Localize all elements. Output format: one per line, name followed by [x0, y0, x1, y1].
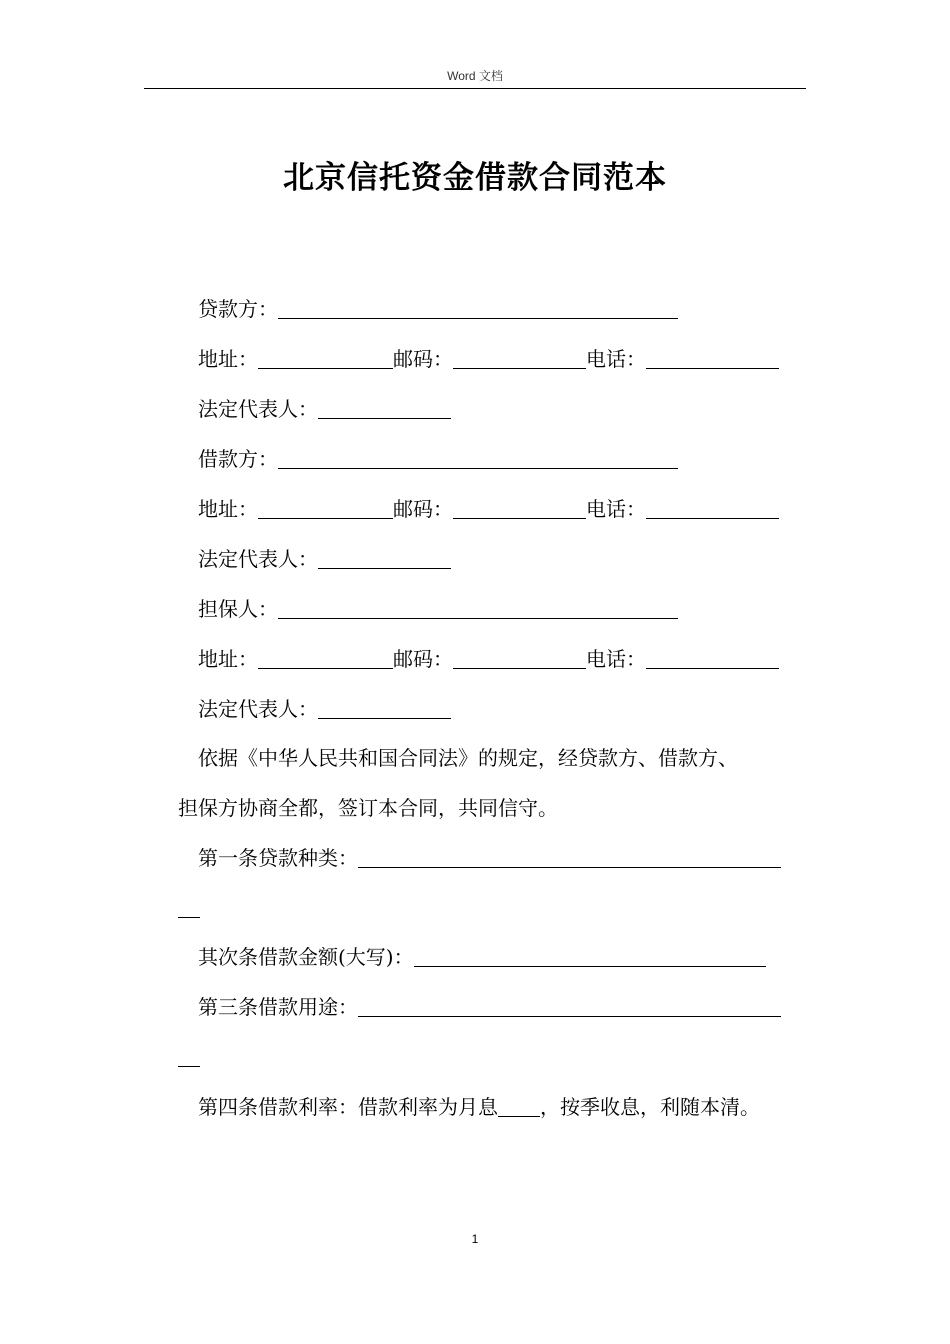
lender-blank — [278, 317, 678, 319]
address-blank — [258, 517, 393, 519]
article-2-blank — [414, 965, 766, 967]
interest-rate-blank — [498, 1115, 540, 1117]
rep-blank — [318, 717, 451, 719]
lender-line — [198, 294, 678, 324]
article-3-label: 第三条借款用途： — [198, 995, 358, 1019]
article-1-blank-tail — [178, 916, 200, 918]
article-1-line — [198, 843, 781, 873]
article-2-label: 其次条借款金额(大写)： — [198, 945, 414, 969]
postcode-label: 邮码： — [393, 647, 453, 671]
article-3-blank — [358, 1015, 781, 1017]
address-label: 地址： — [198, 347, 258, 371]
postcode-blank — [453, 667, 586, 669]
postcode-label: 邮码： — [393, 497, 453, 521]
preamble-line-1: 依据《中华人民共和国合同法》的规定，经贷款方、借款方、 — [198, 746, 738, 770]
article-3-line — [198, 992, 781, 1022]
article-4-text-2: ，按季收息，利随本清。 — [540, 1095, 760, 1119]
address-label: 地址： — [198, 647, 258, 671]
postcode-blank — [453, 367, 586, 369]
address-blank — [258, 667, 393, 669]
phone-label: 电话： — [586, 647, 646, 671]
article-1-label: 第一条贷款种类： — [198, 846, 358, 870]
phone-blank — [646, 517, 779, 519]
article-3-blank-continuation — [178, 1042, 200, 1072]
guarantor-rep-line — [198, 694, 451, 724]
article-2-line — [198, 942, 766, 972]
phone-label: 电话： — [586, 347, 646, 371]
borrower-line — [198, 444, 678, 474]
page-header — [144, 66, 806, 89]
postcode-label: 邮码： — [393, 347, 453, 371]
preamble-line-2: 担保方协商全都，签订本合同，共同信守。 — [178, 796, 558, 820]
guarantor-address-line — [198, 644, 779, 674]
lender-address-line — [198, 344, 779, 374]
rep-blank — [318, 417, 451, 419]
rep-label: 法定代表人： — [198, 697, 318, 721]
borrower-rep-line — [198, 544, 451, 574]
address-label: 地址： — [198, 497, 258, 521]
address-blank — [258, 367, 393, 369]
lender-label: 贷款方： — [198, 297, 278, 321]
guarantor-blank — [278, 617, 678, 619]
guarantor-line — [198, 594, 678, 624]
lender-rep-line — [198, 394, 451, 424]
article-4-line — [198, 1092, 760, 1122]
borrower-label: 借款方： — [198, 447, 278, 471]
article-1-blank — [358, 866, 781, 868]
article-4-text-1: 第四条借款利率：借款利率为月息 — [198, 1095, 498, 1119]
phone-blank — [646, 667, 779, 669]
borrower-address-line — [198, 494, 779, 524]
postcode-blank — [453, 517, 586, 519]
article-3-blank-tail — [178, 1065, 200, 1067]
borrower-blank — [278, 467, 678, 469]
page-number: 1 — [471, 1232, 479, 1246]
header-text: Word 文档 — [447, 69, 503, 83]
rep-label: 法定代表人： — [198, 397, 318, 421]
phone-blank — [646, 367, 779, 369]
guarantor-label: 担保人： — [198, 597, 278, 621]
phone-label: 电话： — [586, 497, 646, 521]
rep-blank — [318, 567, 451, 569]
rep-label: 法定代表人： — [198, 547, 318, 571]
article-1-blank-continuation — [178, 893, 200, 923]
document-title: 北京信托资金借款合同范本 — [283, 160, 667, 196]
